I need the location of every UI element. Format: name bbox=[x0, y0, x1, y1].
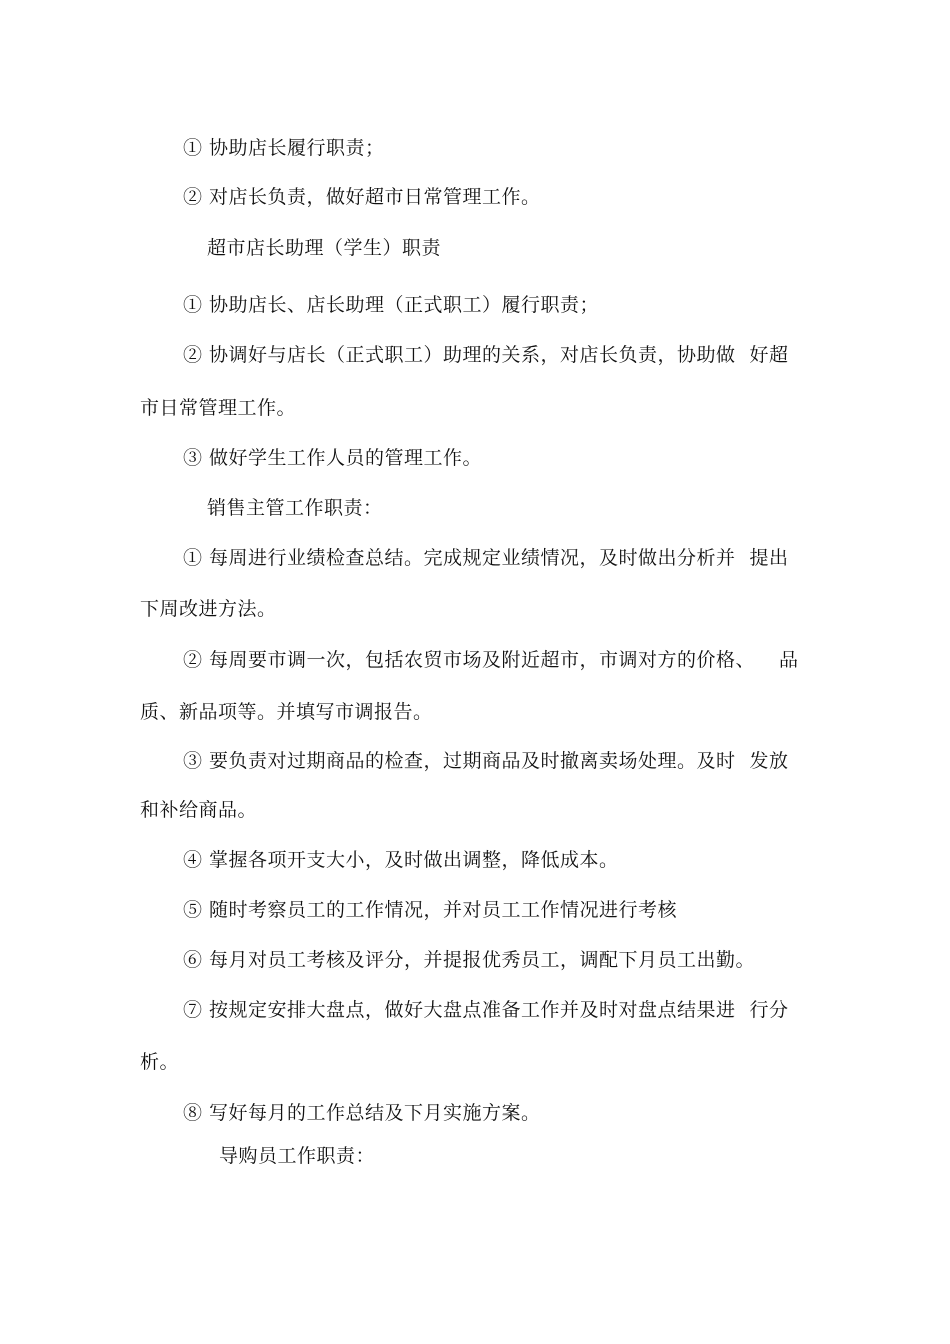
section-heading: 销售主管工作职责： bbox=[207, 497, 383, 519]
text-segment: ⑦ 按规定安排大盘点，做好大盘点准备工作并及时对盘点结果进 bbox=[183, 999, 736, 1021]
text-line bbox=[183, 343, 789, 367]
text-segment: ③ 要负责对过期商品的检查，过期商品及时撤离卖场处理。及时 bbox=[183, 750, 736, 772]
section-heading: 超市店长助理（学生）职责 bbox=[207, 237, 442, 259]
text-line: ① 协助店长、店长助理（正式职工）履行职责； bbox=[183, 294, 600, 316]
text-line: ⑤ 随时考察员工的工作情况，并对员工工作情况进行考核 bbox=[183, 899, 678, 921]
text-line bbox=[183, 998, 789, 1022]
text-line: 析。 bbox=[140, 1051, 180, 1073]
text-line: ⑧ 写好每月的工作总结及下月实施方案。 bbox=[183, 1102, 541, 1124]
text-line bbox=[183, 749, 789, 773]
text-line bbox=[183, 546, 789, 570]
text-segment: 提出 bbox=[749, 547, 789, 569]
text-line: 市日常管理工作。 bbox=[140, 397, 297, 419]
text-segment: 行分 bbox=[749, 999, 789, 1021]
text-line bbox=[183, 648, 799, 672]
section-heading: 导购员工作职责： bbox=[219, 1145, 376, 1167]
text-line: 质、新品项等。并填写市调报告。 bbox=[140, 701, 433, 723]
text-line: ④ 掌握各项开支大小，及时做出调整，降低成本。 bbox=[183, 849, 619, 871]
text-segment: ① 每周进行业绩检查总结。完成规定业绩情况，及时做出分析并 bbox=[183, 547, 736, 569]
text-segment: ② 每周要市调一次，包括农贸市场及附近超市，市调对方的价格、 bbox=[183, 649, 756, 671]
text-segment: 好超 bbox=[749, 344, 789, 366]
text-line: ① 协助店长履行职责； bbox=[183, 137, 385, 159]
text-segment: 发放 bbox=[749, 750, 789, 772]
text-line: 下周改进方法。 bbox=[140, 598, 277, 620]
text-line: ② 对店长负责，做好超市日常管理工作。 bbox=[183, 186, 541, 208]
text-line: ③ 做好学生工作人员的管理工作。 bbox=[183, 447, 483, 469]
text-line: 和补给商品。 bbox=[140, 799, 258, 821]
text-segment: 品 bbox=[779, 649, 799, 671]
text-segment: ② 协调好与店长（正式职工）助理的关系，对店长负责，协助做 bbox=[183, 344, 736, 366]
text-line: ⑥ 每月对员工考核及评分，并提报优秀员工，调配下月员工出勤。 bbox=[183, 949, 756, 971]
